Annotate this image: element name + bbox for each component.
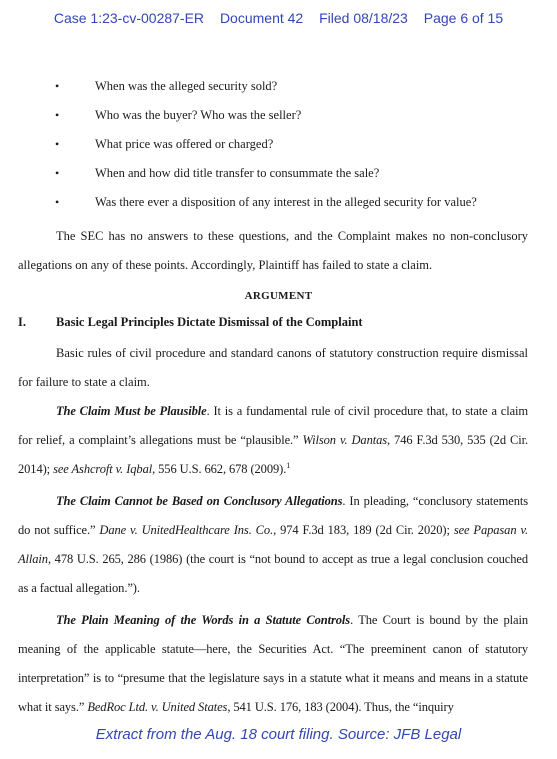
paragraph-text: , 974 F.3d 183, 189 (2d Cir. 2020); [273,523,454,537]
section-number: I. [18,315,26,329]
filed-date: Filed 08/18/23 [319,10,408,26]
footnote-marker[interactable]: 1 [286,460,291,470]
bullet-icon: • [55,195,60,209]
paragraph-lead: The Claim Must be Plausible [56,404,207,418]
paragraph-text: . It is a fundamental rule of civil procedure that, to state a claim for relief, a complaint’s allegations must be “plausible.” [18,404,529,447]
list-item-text: What price was offered or charged? [95,137,274,151]
question-list [0,76,557,221]
list-item [0,76,557,105]
case-header [0,10,557,26]
section-heading [18,315,363,330]
paragraph-basic-rules: Basic rules of civil procedure and standard canons of statutory construction require dismissal for failure to state a claim. [18,346,528,389]
page-number: Page 6 of 15 [423,10,504,26]
case-citation: see Papasan v. Allain [18,523,528,566]
document-number: Document 42 [219,10,304,26]
image-caption: Extract from the Aug. 18 court filing. Source: JFB Legal [95,726,462,743]
list-item [0,105,557,134]
argument-heading: ARGUMENT [244,290,313,302]
paragraph-plain-meaning [18,606,528,722]
paragraph-conclusory [18,487,528,603]
paragraph-text: . In pleading, “conclusory statements do not suffice.” [18,494,528,537]
paragraph-text: , 556 U.S. 662, 678 (2009). [152,462,287,476]
list-item-text: When was the alleged security sold? [95,79,278,93]
paragraph-lead: The Plain Meaning of the Words in a Statute Controls [56,613,351,627]
bullet-icon: • [55,166,60,180]
case-citation: Dane v. UnitedHealthcare Ins. Co. [99,523,274,537]
bullet-icon: • [55,108,60,122]
paragraph-lead: The Claim Cannot be Based on Conclusory Allegations [56,494,343,508]
list-item-text: Who was the buyer? Who was the seller? [95,108,302,122]
case-number: Case 1:23-cv-00287-ER [53,10,205,26]
case-citation: BedRoc Ltd. v. United States [87,700,228,714]
paragraph-text: . The Court is bound by the plain meaning of the applicable statute—here, the Securities Act. “The preeminent canon of statutory interpretation” is to “presume that the legislature says in a statute what it means and means in a statute what it says.” [18,613,529,714]
list-item [0,163,557,192]
paragraph-text: , 478 U.S. 265, 286 (1986) (the court is “not bound to accept as true a legal conclusion couched as a factual allegation.”). [18,552,528,595]
list-item-text: When and how did title transfer to consummate the sale? [95,166,380,180]
paragraph-text: , 746 F.3d 530, 535 (2d Cir. 2014); [18,433,528,476]
list-item-text: Was there ever a disposition of any interest in the alleged security for value? [95,195,477,209]
paragraph-plausible [18,397,528,484]
section-title: Basic Legal Principles Dictate Dismissal of the Complaint [56,315,363,329]
list-item [0,192,557,221]
case-citation: Wilson v. Dantas [302,433,388,447]
bullet-icon: • [55,137,60,151]
paragraph-text: , 541 U.S. 176, 183 (2004). Thus, the “inquiry [227,700,454,714]
list-item [0,134,557,163]
case-citation: see Ashcroft v. Iqbal [53,462,153,476]
paragraph-no-answers: The SEC has no answers to these questions, and the Complaint makes no non-conclusory allegations on any of these points. Accordingly, Plaintiff has failed to state a claim. [18,229,528,272]
bullet-icon: • [55,79,60,93]
